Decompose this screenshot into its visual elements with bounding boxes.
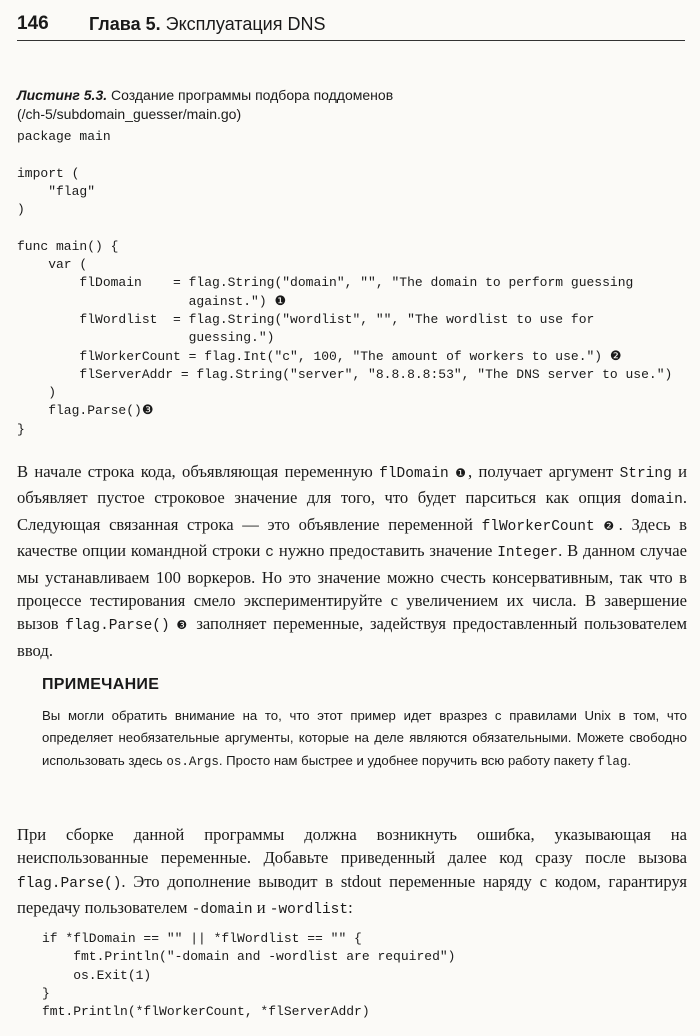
listing-caption: [17, 86, 687, 124]
callout-marker: ❸: [176, 618, 190, 633]
text: В начале строка кода, объявляющая переменную: [17, 462, 380, 481]
text: заполняет переменные, задействуя предоставленный пользователем ввод.: [17, 614, 687, 660]
inline-code: c: [265, 545, 274, 562]
text: Вы могли обратить внимание на то, что этот пример идет вразрез с правилами Unix в том, что определяет необязательные аргументы, которые на деле являются обязательными. Можете свободно использовать здесь: [42, 708, 687, 768]
listing-title: Создание программы подбора поддоменов: [111, 87, 394, 103]
inline-code: -domain: [191, 902, 253, 919]
code-listing: package main import ( "flag" ) func main() { var ( flDomain = flag.String("domain", "", "The domain to perform guessing against.") ❶ flWordlist = flag.String("wordlist", "", "The wordlist to use for guessing.") flWorkerCount = flag.Int("c", 100, "The amount of workers to use.") ❷ flServerAddr = flag.String("server", "8.8.8.8:53", "The DNS server to use.") ) flag.Parse()❸ }: [17, 129, 673, 437]
code-snippet: if *flDomain == "" || *flWordlist == "" { fmt.Println("-domain and -wordlist are required") os.Exit(1) } fmt.Println(*flWorkerCount, *flServerAddr): [42, 931, 456, 1020]
chapter-label: Глава 5.: [89, 14, 161, 34]
inline-code: flWorkerCount: [481, 518, 595, 535]
text: . Здесь в качестве опции командной строки: [17, 514, 688, 561]
page-number: 146: [17, 13, 49, 34]
inline-code: Integer: [497, 545, 559, 562]
chapter-title: Эксплуатация DNS: [165, 14, 326, 34]
text: . Следующая связанная строка — это объявление переменной: [17, 488, 687, 534]
note-heading: ПРИМЕЧАНИЕ: [42, 676, 160, 693]
listing-path: (/ch-5/subdomain_guesser/main.go): [17, 106, 242, 122]
text: и объявляет пустое строковое значение для того, что будет парситься как опция: [17, 462, 687, 508]
text: . Это дополнение выводит в stdout переменные наряду с кодом, гарантируя передачу пользователем: [17, 871, 687, 918]
inline-code: domain: [630, 492, 683, 509]
paragraph-build-error: [17, 823, 687, 923]
text: При сборке данной программы должна возникнуть ошибка, указывающая на неиспользованные переменные. Добавьте приведенный далее код сразу после вызова: [17, 825, 687, 868]
text: , получает аргумент: [468, 462, 620, 481]
inline-code: flag: [597, 754, 628, 769]
chapter-heading: [89, 14, 325, 35]
text: .: [627, 752, 632, 768]
paragraph-explanation: [17, 460, 687, 662]
listing-label: Листинг 5.3.: [17, 87, 108, 103]
text: . В данном случае мы устанавливаем 100 воркеров. Но это значение можно счесть консервативным, так что в процессе тестирования смело экспериментируйте с увеличением их числа. В завершение вызов: [17, 541, 687, 634]
inline-code: flag.Parse(): [17, 875, 122, 892]
inline-code: flag.Parse(): [65, 618, 170, 635]
text: нужно предоставить значение: [274, 541, 498, 561]
page-header: [17, 6, 685, 41]
text: :: [348, 898, 353, 918]
callout-marker: ❷: [603, 518, 619, 533]
text: и: [252, 898, 270, 918]
note-body: [42, 705, 687, 773]
inline-code: flDomain: [379, 466, 449, 482]
callout-marker: ❶: [455, 466, 469, 480]
text: . Просто нам быстрее и удобнее поручить всю работу пакету: [218, 752, 598, 768]
inline-code: os.Args: [166, 754, 219, 769]
inline-code: -wordlist: [269, 902, 349, 919]
inline-code: String: [619, 466, 672, 482]
